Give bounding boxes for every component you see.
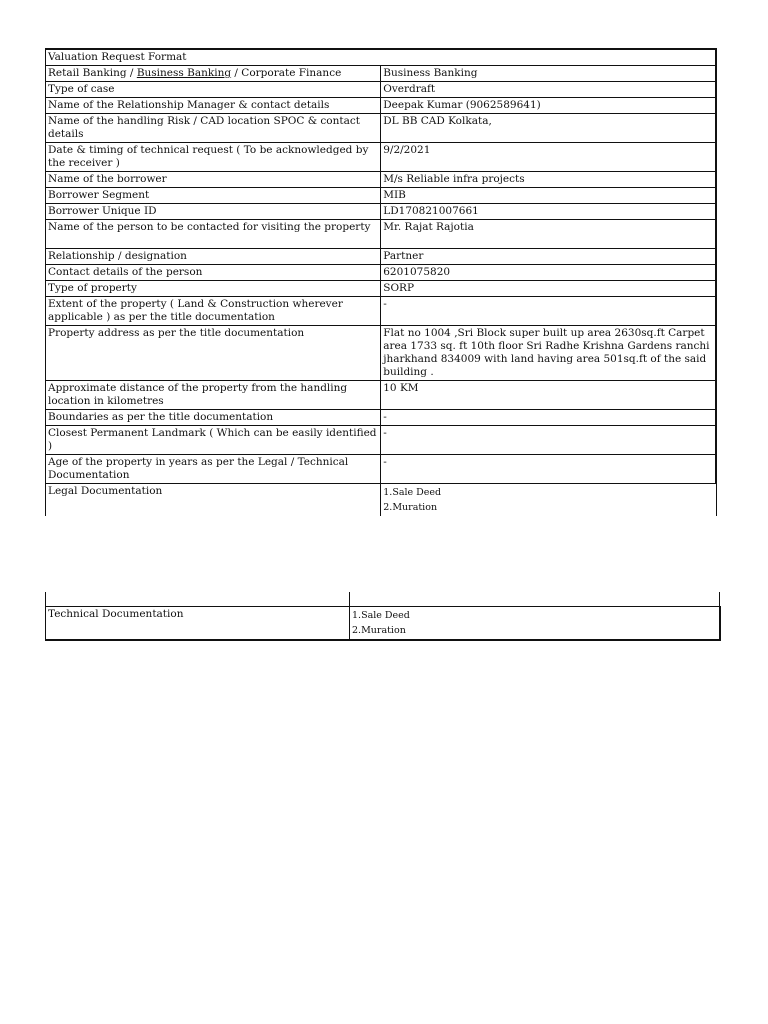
stub-cell: [46, 592, 350, 607]
row-value: LD170821007661: [381, 204, 716, 220]
continuation-stub-row: [46, 592, 720, 607]
row-label: Property address as per the title documentation: [46, 326, 381, 381]
valuation-request-table: [45, 48, 717, 516]
row-label: Type of case: [46, 82, 381, 98]
row-value: -: [381, 426, 716, 455]
row-label: Name of the person to be contacted for visiting the property: [46, 220, 381, 249]
form-title: Valuation Request Format: [46, 49, 717, 66]
table-row: [46, 204, 717, 220]
legal-documentation-row: [46, 484, 717, 517]
stub-cell: [350, 592, 720, 607]
table-row: [46, 455, 717, 484]
row-value: Deepak Kumar (9062589641): [381, 98, 716, 114]
table-row: [46, 98, 717, 114]
row-value: Overdraft: [381, 82, 716, 98]
row-label: Name of the Relationship Manager & contact details: [46, 98, 381, 114]
table-row: [46, 249, 717, 265]
legal-doc-item: 2.Muration: [383, 502, 438, 513]
segment-row: [46, 66, 717, 82]
row-value: Flat no 1004 ,Sri Block super built up area 2630sq.ft Carpet area 1733 sq. ft 10th floor Sri Radhe Krishna Gardens ranchi jharkhand 834009 with land having area 501sq.ft of the said building .: [381, 326, 716, 381]
technical-documentation-row: [46, 607, 720, 641]
table-row: [46, 172, 717, 188]
row-value: 10 KM: [381, 381, 716, 410]
table-row: [46, 82, 717, 98]
row-value: 9/2/2021: [381, 143, 716, 172]
legal-documentation-items: [381, 484, 716, 517]
row-value: SORP: [381, 281, 716, 297]
table-row: [46, 143, 717, 172]
table-row: [46, 297, 717, 326]
legal-doc-item: 1.Sale Deed: [383, 487, 442, 498]
row-label: Date & timing of technical request ( To be acknowledged by the receiver ): [46, 143, 381, 172]
row-value: DL BB CAD Kolkata,: [381, 114, 716, 143]
table-row: [46, 381, 717, 410]
legal-documentation-label: Legal Documentation: [46, 484, 381, 517]
technical-documentation-table: [45, 592, 721, 641]
row-value: Mr. Rajat Rajotia: [381, 220, 716, 249]
row-label: Name of the handling Risk / CAD location SPOC & contact details: [46, 114, 381, 143]
row-label: Boundaries as per the title documentation: [46, 410, 381, 426]
row-label: Borrower Segment: [46, 188, 381, 204]
table-row: [46, 265, 717, 281]
row-value: MIB: [381, 188, 716, 204]
row-label: Approximate distance of the property from the handling location in kilometres: [46, 381, 381, 410]
row-value: M/s Reliable infra projects: [381, 172, 716, 188]
row-label: Closest Permanent Landmark ( Which can be easily identified ): [46, 426, 381, 455]
table-row: [46, 410, 717, 426]
segment-value: Business Banking: [381, 66, 716, 82]
row-value: -: [381, 455, 716, 484]
segment-label-part3: / Corporate Finance: [231, 67, 342, 79]
technical-doc-item: 1.Sale Deed: [352, 610, 410, 621]
table-row: [46, 220, 717, 249]
table-row: [46, 114, 717, 143]
row-label: Name of the borrower: [46, 172, 381, 188]
row-label: Borrower Unique ID: [46, 204, 381, 220]
title-row: [46, 49, 717, 66]
row-value: 6201075820: [381, 265, 716, 281]
row-label: Extent of the property ( Land & Construction wherever applicable ) as per the title documentation: [46, 297, 381, 326]
row-label: Type of property: [46, 281, 381, 297]
segment-label-part1: Retail Banking /: [48, 67, 137, 79]
table-row: [46, 188, 717, 204]
technical-documentation-items: [350, 607, 720, 641]
table-row: [46, 326, 717, 381]
segment-label-part2: Business Banking: [136, 67, 232, 79]
segment-label: [46, 66, 381, 82]
row-label: Age of the property in years as per the Legal / Technical Documentation: [46, 455, 381, 484]
row-label: Contact details of the person: [46, 265, 381, 281]
table-row: [46, 281, 717, 297]
row-value: Partner: [381, 249, 716, 265]
technical-doc-item: 2.Muration: [352, 625, 406, 636]
table-row: [46, 426, 717, 455]
technical-documentation-label: Technical Documentation: [46, 607, 350, 641]
row-value: -: [381, 410, 716, 426]
row-label: Relationship / designation: [46, 249, 381, 265]
row-value: -: [381, 297, 716, 326]
